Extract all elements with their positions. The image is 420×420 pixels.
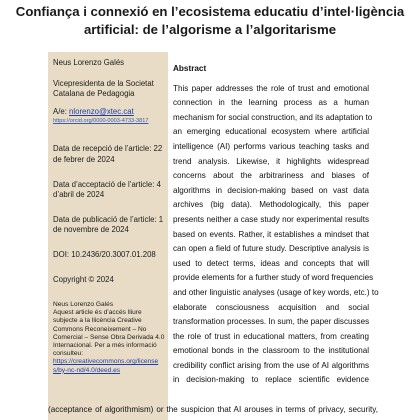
- article-title-line-1: Confiança i connexió en l’ecosistema educatiu d’intel·ligència: [15, 4, 405, 19]
- author-affiliation: [53, 79, 166, 100]
- orcid-link[interactable]: https://orcid.org/0000-0003-4733-3817: [53, 118, 149, 125]
- abstract-continuation-line: (acceptance of algorithmism) or the suspicion that AI arouses in terms of privacy, security,: [48, 405, 378, 414]
- accepted-date-line: d’abril de 2024: [53, 190, 105, 200]
- affiliation-line: Vicepresidenta de la Societat: [53, 78, 154, 88]
- abstract-line: an emerging educational ecosystem where artificial: [173, 127, 369, 137]
- abstract-line: based on events. Rather, it establishes a mindset that: [173, 229, 369, 239]
- doi: DOI: 10.2436/20.3007.01.208: [53, 249, 156, 259]
- abstract-body: [173, 82, 379, 388]
- license-author: Neus Lorenzo Galés: [53, 301, 114, 309]
- abstract-heading: Abstract: [173, 64, 207, 73]
- article-title-line-2: artificial: de l’algorisme a l’algoritarisme: [83, 22, 337, 37]
- abstract-line: credibility conflict arising from the use of AI algorithms: [173, 360, 369, 370]
- abstract-line: used to detect terms, ideas and concepts that will: [173, 258, 369, 268]
- license-line: Comercial – Sense Obra Derivada 4.0: [53, 333, 165, 341]
- abstract-line: the role of trust in educational matters, from creating: [173, 331, 369, 341]
- published-date-line: Data de publicació de l’article: 1: [53, 214, 164, 224]
- accepted-date: [53, 180, 166, 201]
- abstract-line: concerns about the arbitrariness and biases of: [173, 171, 369, 181]
- license-line: subjecte a la llicència Creative: [53, 317, 142, 325]
- license-line: Internacional. Per a més informació: [53, 341, 157, 349]
- license-line: consulteu:: [53, 350, 84, 358]
- abstract-line: in decision-making to replace scientific evidence: [173, 375, 369, 385]
- abstract-line: elaborate consciousness acquisition and social: [173, 302, 369, 312]
- abstract-line: algorithms in decision-making based on vast data: [173, 185, 369, 195]
- abstract-line: presents neither a case study nor experimental results: [173, 214, 369, 224]
- license-line: Aquest article és d’accés lliure: [53, 309, 142, 317]
- abstract-section: [173, 62, 379, 388]
- license-text: [53, 309, 166, 375]
- author-name: Neus Lorenzo Galés: [53, 58, 125, 67]
- abstract-line: mechanism for social construction, and its adaptation to: [173, 112, 373, 122]
- article-info-sidebar: [48, 52, 168, 420]
- license-url-line[interactable]: s/by-nc-nd/4.0/deed.es: [53, 366, 121, 374]
- email-link[interactable]: nlorenzo@xtec.cat: [69, 106, 134, 116]
- copyright-notice: Copyright © 2024: [53, 274, 114, 284]
- abstract-line: and other linguistic analyses (usage of key words, etc.) to: [173, 287, 379, 297]
- abstract-line: transformation processes. In sum, the paper discusses: [173, 317, 370, 327]
- email-label: A/e:: [53, 106, 67, 116]
- abstract-line: connection in the learning process as a human: [173, 98, 369, 108]
- received-date-line: de febrer de 2024: [53, 154, 115, 164]
- abstract-line: trend analysis. Likewise, it highlights widespread: [173, 156, 369, 166]
- received-date: [53, 144, 166, 165]
- published-date: [53, 215, 166, 236]
- abstract-line: can open a field of future study. Descriptive analysis is: [173, 244, 369, 254]
- license-line: Commons Reconeixement – No: [53, 325, 147, 333]
- affiliation-line: Catalana de Pedagogia: [53, 89, 135, 99]
- abstract-line: intelligence (AI) performs various teaching tasks and: [173, 141, 369, 151]
- abstract-line: provide elements for a further study of word frequencies: [173, 273, 374, 283]
- received-date-line: Data de recepció de l’article: 22: [53, 144, 163, 154]
- abstract-line: archives (big data). Methodologically, this paper: [173, 200, 369, 210]
- abstract-line: This paper addresses the role of trust and emotional: [173, 83, 369, 93]
- abstract-line: emotional bonds in the classroom to the institutional: [173, 346, 369, 356]
- author-contact: [53, 107, 166, 127]
- published-date-line: de novembre de 2024: [53, 225, 129, 235]
- license-url-line[interactable]: https://creativecommons.org/license: [53, 358, 159, 366]
- article-title: [0, 3, 420, 39]
- accepted-date-line: Data d’acceptació de l’article: 4: [53, 179, 161, 189]
